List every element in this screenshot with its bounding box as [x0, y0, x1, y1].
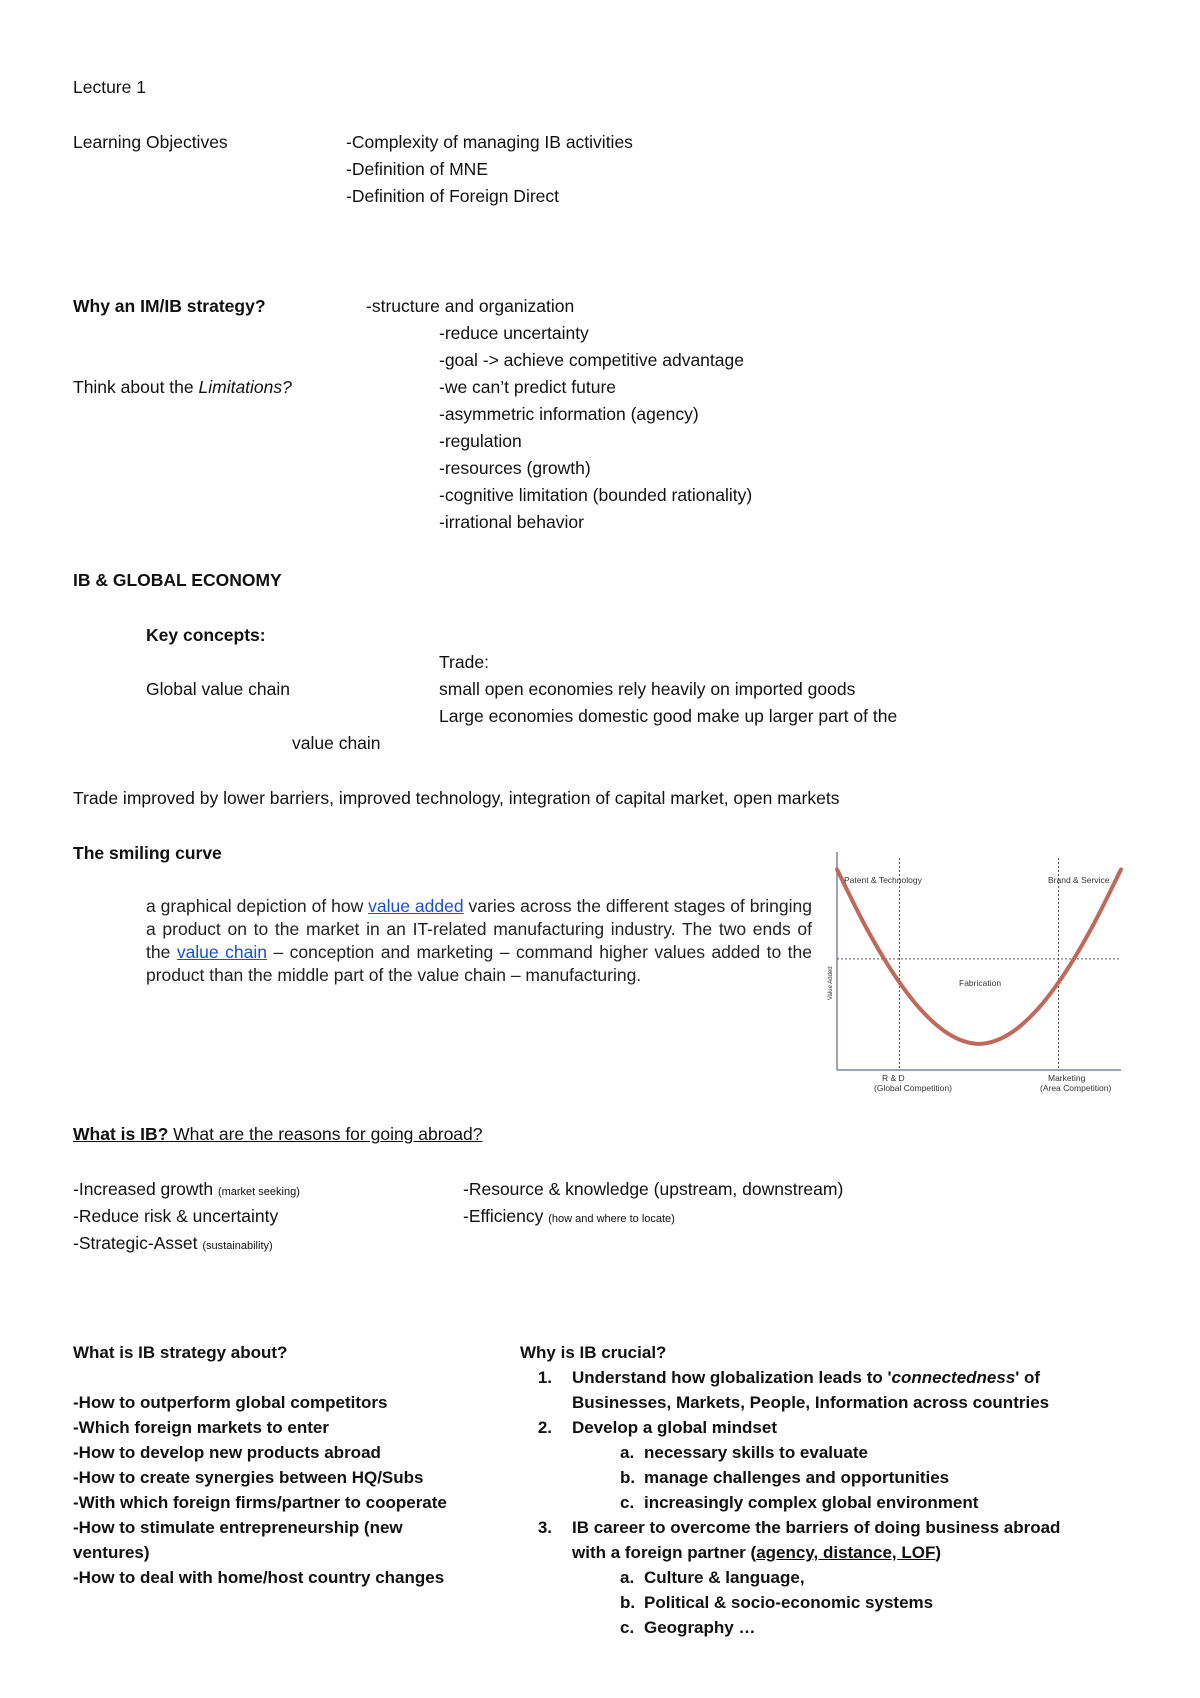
strategy-item: -cognitive limitation (bounded rationality) [439, 485, 753, 505]
smiling-curve-description: a graphical depiction of how value added varies across the different stages of bringing a product on to the market in an IT-related manufacturing industry. The two ends of the value chain – conception and marketing – command higher values added to the product than the middle part of the value chain – manufacturing. [146, 896, 812, 985]
strategy-item: -we can’t predict future [439, 377, 617, 397]
strategy-about-item: -How to create synergies between HQ/Subs [73, 1468, 424, 1487]
smiling-curve-chart [826, 850, 1126, 1096]
crucial-item-1-line2: Businesses, Markets, People, Information across countries [572, 1393, 1050, 1412]
trade-line: value chain [292, 733, 381, 753]
value-chain-link[interactable]: value chain [176, 942, 267, 962]
objective-item: -Definition of MNE [346, 159, 488, 179]
crucial-sub-item: a. necessary skills to evaluate [620, 1443, 868, 1462]
y-axis-label: Value Added [828, 966, 834, 1000]
value-added-link[interactable]: value added [368, 896, 464, 916]
smiling-curve-heading: The smiling curve [73, 843, 222, 863]
strategy-item: -irrational behavior [439, 512, 584, 532]
strategy-about-item: -Which foreign markets to enter [73, 1418, 329, 1437]
trade-label: Trade: [439, 652, 489, 672]
strategy-about-item: -How to develop new products abroad [73, 1443, 381, 1462]
trade-line: small open economies rely heavily on imported goods [439, 679, 856, 699]
key-concepts-label: Key concepts: [146, 625, 266, 645]
region-label-brand: Brand & Service [1048, 875, 1110, 885]
crucial-item-2: 2. Develop a global mindset [537, 1418, 777, 1437]
region-label-fabrication: Fabrication [959, 978, 1002, 988]
crucial-sub-item: b. Political & socio-economic systems [620, 1593, 934, 1612]
strategy-about-column [73, 1340, 493, 1590]
x-label-rd: R & D [882, 1073, 905, 1083]
reason-item: -Efficiency (how and where to locate) [463, 1206, 675, 1226]
global-economy-heading: IB & GLOBAL ECONOMY [73, 570, 282, 590]
strategy-about-item: ventures) [73, 1543, 150, 1562]
strategy-about-heading: What is IB strategy about? [73, 1343, 288, 1362]
objective-item: -Complexity of managing IB activities [346, 132, 633, 152]
trade-improved-text: Trade improved by lower barriers, improved technology, integration of capital market, open markets [73, 788, 840, 808]
strategy-item: -structure and organization [366, 296, 575, 316]
value-chain-label: Global value chain [146, 679, 290, 699]
strategy-item: -asymmetric information (agency) [439, 404, 699, 424]
reason-item: -Resource & knowledge (upstream, downstream) [463, 1179, 844, 1199]
reason-item: -Increased growth (market seeking) [73, 1179, 300, 1199]
strategy-about-item: -How to deal with home/host country changes [73, 1568, 445, 1587]
crucial-sub-item: c. increasingly complex global environment [620, 1493, 979, 1512]
strategy-item: -resources (growth) [439, 458, 591, 478]
strategy-item: -regulation [439, 431, 522, 451]
crucial-item-1: 1. Understand how globalization leads to 'connectedness' of [537, 1368, 1041, 1387]
objective-item: -Definition of Foreign Direct [346, 186, 559, 206]
what-is-ib-heading: What is IB? What are the reasons for going abroad? [73, 1124, 483, 1144]
crucial-item-3: 3. IB career to overcome the barriers of doing business abroad [537, 1518, 1061, 1537]
x-label-marketing-sub: (Area Competition) [1040, 1083, 1112, 1093]
region-label-patent: Patent & Technology [844, 875, 922, 885]
x-label-rd-sub: (Global Competition) [874, 1083, 952, 1093]
lecture-title: Lecture 1 [73, 77, 146, 97]
strategy-heading: Why an IM/IB strategy? [73, 296, 266, 316]
smile-curve [837, 869, 1121, 1043]
why-crucial-column [520, 1340, 1160, 1640]
limitations-label: Think about the Limitations? [73, 377, 292, 397]
objectives-label: Learning Objectives [73, 132, 228, 152]
x-label-marketing: Marketing [1048, 1073, 1086, 1083]
trade-line: Large economies domestic good make up larger part of the [439, 706, 898, 726]
reason-item: -Reduce risk & uncertainty [73, 1206, 279, 1226]
strategy-item: -reduce uncertainty [439, 323, 589, 343]
strategy-about-item: -With which foreign firms/partner to cooperate [73, 1493, 447, 1512]
crucial-sub-item: b. manage challenges and opportunities [620, 1468, 950, 1487]
reason-item: -Strategic-Asset (sustainability) [73, 1233, 273, 1253]
why-crucial-heading: Why is IB crucial? [520, 1343, 667, 1362]
strategy-item: -goal -> achieve competitive advantage [439, 350, 744, 370]
strategy-about-item: -How to stimulate entrepreneurship (new [73, 1518, 403, 1537]
strategy-about-item: -How to outperform global competitors [73, 1393, 388, 1412]
crucial-item-3-line2: with a foreign partner (agency, distance, LOF) [572, 1543, 942, 1562]
crucial-sub-item: a. Culture & language, [620, 1568, 805, 1587]
crucial-sub-item: c. Geography … [620, 1618, 756, 1637]
